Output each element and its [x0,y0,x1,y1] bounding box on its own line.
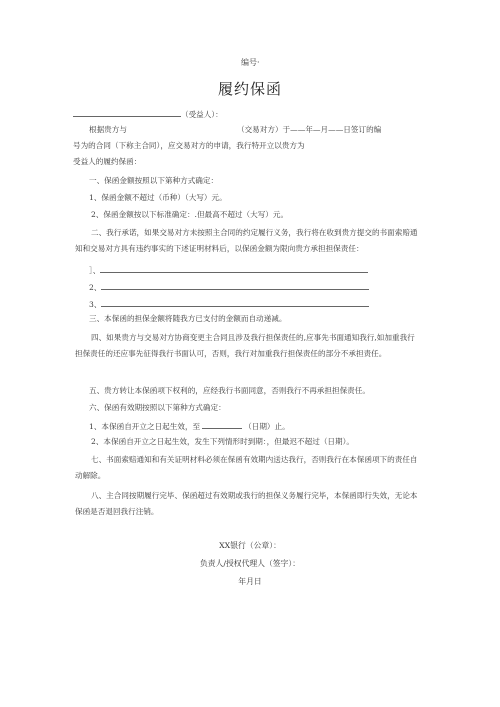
section4-text: 四、如果贵方与交易对方协商变更主合同且涉及我行担保责任的,应事先书面通知我行,如加重我行担保责任的还应事先征得我行书面认可，否则，我行对加重我行担保责任的部分不承担责任。 [75,333,415,358]
section1-item2: 2、保函金额按以下标准确定：.但最高不超过（大写）元。 [91,210,289,219]
section6-item1 [89,420,290,432]
section2-text: 二、我行承诺，如果交易对方未按照主合同的约定履行义务，我行将在收到贵方提交的书面索赔通知和交易对方具有违约事实的下述证明材料后，以保函金额为限向贵方承担担保责任： [75,228,418,253]
intro-line-3: 受益人的履约保函： [73,157,142,166]
bank-seal-line: XX银行（公章）： [219,541,281,550]
section5-text: 五、贵方转让本保函项下权利的，应经我行书面同意，否则我行不再承担担保责任。 [89,386,370,395]
section1-heading: 一、保函金额按照以下第种方式确定： [89,176,219,185]
section6-item1-text-b: （日期）止。 [244,422,290,431]
intro-line-1b: （交易对方）于——年—月——日签订的编 [237,125,382,134]
section2-item3-blank [101,298,369,307]
section2-item2-blank [101,281,369,290]
beneficiary-suffix: （受益人）： [181,110,223,119]
section2-item1 [89,264,368,276]
intro-line-1a: 根据贵方与 [89,125,127,134]
section1-item1: 1、保函金额不超过（币种）（大写）元。 [89,193,227,202]
representative-signature-line: 负责人/授权代理人（签字）： [199,559,301,568]
section2-item1-prefix: ］、 [89,266,101,275]
section2-item2-prefix: 2、 [89,283,102,292]
section3-text: 三、本保函的担保金额将随我方已支付的金额而自动递减。 [89,314,287,323]
signature-date-line: 年月日 [238,577,262,586]
intro-line-2: 号为的合同（下称主合同），应交易对方的申请，我行特开立以贵方为 [73,141,305,150]
section2-item2 [89,281,369,293]
document-title: 履约保函 [217,80,282,98]
section6-heading: 六、保函有效期按照以下第种方式确定： [89,403,226,412]
section2-item1-blank [100,264,368,273]
section6-item1-blank [202,420,242,429]
section6-item2: 2、本保函自开立之日起生效，发生下列情形时到期：，但最迟不超过（日期）。 [91,437,355,446]
section2-item3-prefix: 3、 [89,300,102,309]
section2-item3 [89,298,369,310]
beneficiary-blank [73,108,181,117]
beneficiary-line [73,108,223,120]
section8-text: 八、主合同按期履行完毕、保函超过有效期或我行的担保义务履行完毕，本保函即行失效，无论本保函是否退回我行注销。 [75,491,418,516]
section6-item1-text-a: 1、本保函自开立之日起生效，至 [89,422,201,431]
section7-text: 七、书面索赔通知和有关证明材料必须在保函有效期内送达我行，否则我行在本保函项下的责任自动解除。 [75,455,418,480]
document-number-label: 编号· [241,58,260,67]
